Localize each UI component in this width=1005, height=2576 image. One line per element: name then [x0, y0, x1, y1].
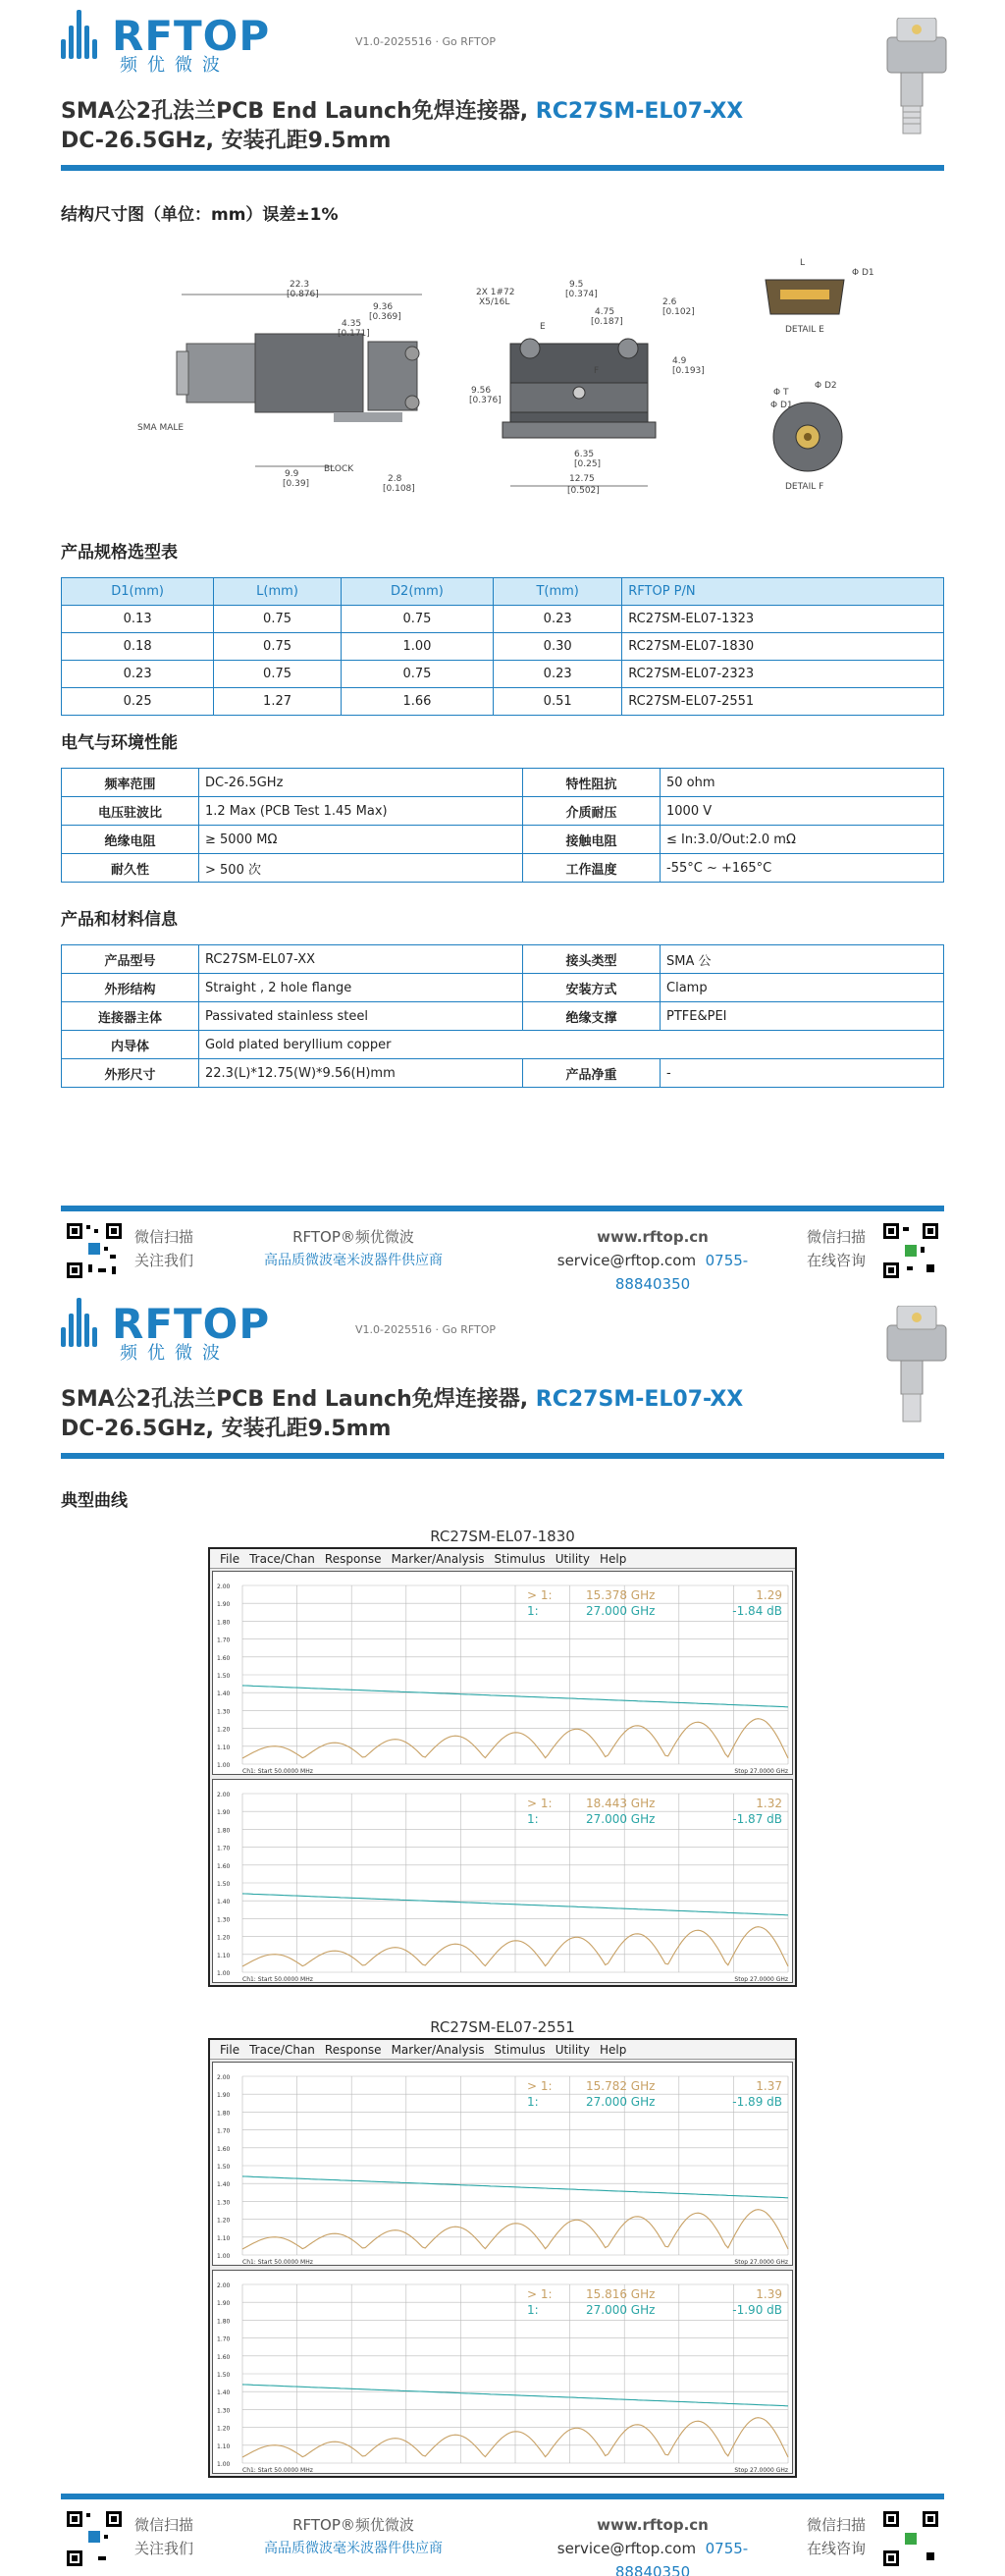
menu-stimulus[interactable]: Stimulus: [494, 1552, 546, 1566]
menu-trace-chan[interactable]: Trace/Chan: [249, 1552, 315, 1566]
y-tick-label: 1.40: [217, 2181, 231, 2189]
detail-f-label: DETAIL F: [785, 482, 824, 492]
footer-follow-text: [134, 2513, 193, 2560]
footer-brand: [255, 1225, 451, 1272]
table-row: [62, 826, 944, 854]
label-f: F: [594, 366, 600, 376]
cell-value: DC-26.5GHz: [199, 769, 523, 797]
cell-key: 内导体: [62, 1031, 199, 1059]
table-row: [62, 769, 944, 797]
footer-left-line2: 关注我们: [134, 2540, 194, 2557]
cell: 0.13: [62, 606, 214, 633]
footer-consult-text: [807, 2513, 866, 2560]
dim-2-6: 2.6: [662, 297, 677, 307]
cell-value: SMA 公: [661, 945, 944, 974]
cell: 0.75: [341, 661, 493, 688]
dim-2-8: 2.8: [388, 474, 402, 484]
menu-marker-analysis[interactable]: Marker/Analysis: [391, 2043, 485, 2057]
connector-product-image: [858, 1306, 966, 1423]
cell-key: 绝缘支撑: [523, 1002, 661, 1031]
menu-help[interactable]: Help: [599, 2043, 627, 2057]
logo-wave-icon: [61, 6, 110, 71]
y-tick-label: 1.00: [217, 2253, 231, 2260]
table-row: [62, 1059, 944, 1088]
marker-label: > 1:: [527, 2079, 553, 2093]
product-title: SMA公2孔法兰PCB End Launch免焊连接器, RC27SM-EL07-XX: [61, 1387, 744, 1412]
cell: 0.25: [62, 688, 214, 716]
sweep-stop-label: Stop 27.0000 GHz: [734, 1768, 788, 1775]
dim-22-3: 22.3: [290, 280, 310, 290]
cell: 0.75: [214, 606, 342, 633]
cell-key: 连接器主体: [62, 1002, 199, 1031]
materials-table: [61, 944, 944, 1088]
y-tick-label: 1.50: [217, 1673, 231, 1680]
y-tick-label: 1.60: [217, 2353, 231, 2361]
connector-product-image: [858, 18, 966, 135]
y-tick-label: 2.00: [217, 1583, 231, 1590]
header-l: L(mm): [214, 578, 342, 606]
menu-file[interactable]: File: [220, 2043, 240, 2057]
footer-brand-tagline: 高品质微波毫米波器件供应商: [264, 2541, 443, 2556]
table-row: [62, 606, 944, 633]
y-tick-label: 1.30: [217, 2199, 231, 2207]
vna-plot-svg: [213, 1572, 794, 1776]
footer-follow-text: [134, 1225, 193, 1272]
marker-frequency: 27.000 GHz: [586, 2303, 656, 2317]
sweep-start-label: Ch1: Start 50.0000 MHz: [242, 2259, 313, 2266]
y-tick-label: 1.30: [217, 2407, 231, 2415]
qr-code-consult-icon: [881, 1221, 940, 1280]
footer-right-line2: 在线咨询: [807, 2540, 867, 2557]
marker-value: 1.37: [756, 2079, 782, 2093]
dim-9-5-inch: [0.374]: [565, 290, 598, 299]
cell-value: 50 ohm: [661, 769, 944, 797]
cell-key: 介质耐压: [523, 797, 661, 826]
footer-brand-tagline: 高品质微波毫米波器件供应商: [264, 1253, 443, 1268]
cell: 0.23: [494, 606, 622, 633]
y-tick-label: 1.00: [217, 1970, 231, 1977]
dim-6-35-inch: [0.25]: [574, 459, 602, 469]
y-tick-label: 1.80: [217, 2110, 231, 2118]
vna-screen-2551: [208, 2038, 797, 2478]
y-tick-label: 1.50: [217, 1881, 231, 1888]
marker-frequency: 27.000 GHz: [586, 2095, 656, 2109]
dim-d1-top: Φ D1: [852, 268, 874, 278]
marker-value: 1.29: [756, 1588, 782, 1602]
qr-code-consult-icon: [881, 2509, 940, 2568]
table-row: [62, 1031, 944, 1059]
dim-9-9: 9.9: [285, 469, 299, 479]
label-sma-male: SMA MALE: [137, 423, 185, 433]
y-tick-label: 2.00: [217, 1792, 231, 1798]
marker-value: 1.39: [756, 2287, 782, 2301]
dimension-drawing: [137, 236, 883, 520]
dim-4-9-inch: [0.193]: [672, 366, 705, 376]
y-tick-label: 1.10: [217, 1744, 231, 1751]
front-view: [469, 280, 705, 496]
table-row: [62, 661, 944, 688]
logo-wave-icon: [61, 1294, 110, 1359]
cell-key: 外形尺寸: [62, 1059, 199, 1088]
logo-wordmark: RFTOP: [112, 1300, 271, 1348]
y-tick-label: 1.10: [217, 1952, 231, 1959]
y-tick-label: 2.00: [217, 2074, 231, 2081]
detail-e-label: DETAIL E: [785, 325, 824, 335]
dim-9-5: 9.5: [569, 280, 584, 290]
label-block: BLOCK: [324, 464, 354, 474]
y-tick-label: 1.60: [217, 1654, 231, 1662]
y-tick-label: 1.20: [217, 1934, 231, 1942]
footer-consult-text: [807, 1225, 866, 1272]
dim-t: Φ T: [773, 388, 789, 398]
table-row: [62, 854, 944, 883]
vna-plot-svg: [213, 1780, 794, 1984]
product-subtitle: DC-26.5GHz, 安装孔距9.5mm: [61, 129, 392, 153]
y-tick-label: 1.80: [217, 2318, 231, 2326]
qr-code-follow-icon: [65, 2509, 124, 2568]
y-tick-label: 2.00: [217, 2282, 231, 2289]
header-divider: [61, 165, 944, 171]
dim-4-75-inch: [0.187]: [591, 317, 623, 327]
vna-plot-svg: [213, 2063, 794, 2267]
plot-title-1830: RC27SM-EL07-1830: [430, 1528, 575, 1545]
cell: 1.27: [214, 688, 342, 716]
marker-label: > 1:: [527, 1797, 553, 1810]
menu-file[interactable]: File: [220, 1552, 240, 1566]
marker-value: -1.90 dB: [732, 2303, 782, 2317]
section-title-curves: 典型曲线: [61, 1491, 128, 1511]
marker-frequency: 18.443 GHz: [586, 1797, 656, 1810]
y-tick-label: 1.70: [217, 2127, 231, 2135]
qr-code-follow-icon: [65, 1221, 124, 1280]
cell-key: 接触电阻: [523, 826, 661, 854]
rftop-logo: [61, 1294, 277, 1363]
marker-label: > 1:: [527, 1588, 553, 1602]
footer-website-link[interactable]: www.rftop.cn: [597, 2516, 709, 2534]
dim-l: L: [800, 258, 806, 268]
cell-value: Clamp: [661, 974, 944, 1002]
marker-label: > 1:: [527, 2287, 553, 2301]
table-row: [62, 797, 944, 826]
cell: 0.23: [62, 661, 214, 688]
menu-response[interactable]: Response: [324, 1552, 382, 1566]
spec-header-row: [62, 578, 944, 606]
cell-value: Gold plated beryllium copper: [199, 1031, 944, 1059]
cell-key: 绝缘电阻: [62, 826, 199, 854]
product-title: SMA公2孔法兰PCB End Launch免焊连接器, RC27SM-EL07-XX: [61, 99, 744, 124]
cell-value: 22.3(L)*12.75(W)*9.56(H)mm: [199, 1059, 523, 1088]
marker-frequency: 15.816 GHz: [586, 2287, 656, 2301]
cell: 0.75: [214, 661, 342, 688]
y-tick-label: 1.70: [217, 1845, 231, 1852]
dim-9-9-inch: [0.39]: [283, 479, 310, 489]
marker-frequency: 15.378 GHz: [586, 1588, 656, 1602]
section-title-drawing: 结构尺寸图（单位：mm）误差±1%: [61, 205, 339, 225]
cell-value: -: [661, 1059, 944, 1088]
cell-key: 电压驻波比: [62, 797, 199, 826]
logo-chinese-name: 频优微波: [120, 55, 230, 76]
y-tick-label: 1.20: [217, 2217, 231, 2225]
footer-brand-name: RFTOP®频优微波: [292, 2516, 414, 2534]
y-tick-label: 1.40: [217, 1899, 231, 1906]
y-tick-label: 1.60: [217, 1862, 231, 1870]
y-tick-label: 1.90: [217, 2300, 231, 2308]
footer-email-link[interactable]: service@rftop.com: [556, 2540, 697, 2557]
menu-trace-chan[interactable]: Trace/Chan: [249, 2043, 315, 2057]
logo-wordmark: RFTOP: [112, 12, 271, 60]
footer-divider: [61, 2494, 944, 2499]
cell-value: 1.2 Max (PCB Test 1.45 Max): [199, 797, 523, 826]
cell-key: 接头类型: [523, 945, 661, 974]
dim-d1-bottom: Φ D1: [770, 401, 793, 410]
marker-label: 1:: [527, 2095, 539, 2109]
y-tick-label: 1.70: [217, 2335, 231, 2343]
y-tick-label: 1.40: [217, 1690, 231, 1698]
dim-2-6-inch: [0.102]: [662, 307, 695, 317]
cell: 0.18: [62, 633, 214, 661]
y-tick-label: 1.50: [217, 2372, 231, 2379]
marker-frequency: 15.782 GHz: [586, 2079, 656, 2093]
header-d2: D2(mm): [341, 578, 493, 606]
y-tick-label: 1.00: [217, 2461, 231, 2468]
y-tick-label: 1.40: [217, 2389, 231, 2397]
dim-d2: Φ D2: [815, 381, 837, 391]
footer-right-line1: 微信扫描: [807, 1228, 867, 1246]
dim-4-35: 4.35: [342, 319, 362, 329]
header-t: T(mm): [494, 578, 622, 606]
cell: 0.75: [341, 606, 493, 633]
dim-9-56: 9.56: [471, 386, 492, 396]
footer-brand-name: RFTOP®频优微波: [292, 1228, 414, 1246]
cell-key: 频率范围: [62, 769, 199, 797]
y-tick-label: 1.90: [217, 2092, 231, 2100]
menu-marker-analysis[interactable]: Marker/Analysis: [391, 1552, 485, 1566]
y-tick-label: 1.00: [217, 1762, 231, 1769]
footer-right-line1: 微信扫描: [807, 2516, 867, 2534]
cell-value: ≥ 5000 MΩ: [199, 826, 523, 854]
cell-value: RC27SM-EL07-XX: [199, 945, 523, 974]
y-tick-label: 1.20: [217, 2425, 231, 2433]
section-title-spec: 产品规格选型表: [61, 543, 178, 563]
page-header: [61, 0, 944, 172]
dim-4-35-inch: [0.171]: [338, 329, 370, 339]
vna-pane: [212, 2062, 793, 2266]
marker-value: -1.84 dB: [732, 1604, 782, 1618]
footer-website-link[interactable]: www.rftop.cn: [597, 1228, 709, 1246]
sweep-stop-label: Stop 27.0000 GHz: [734, 2467, 788, 2474]
header-d1: D1(mm): [62, 578, 214, 606]
footer-email-link[interactable]: service@rftop.com: [556, 1252, 697, 1269]
footer-brand: [255, 2513, 451, 2560]
y-tick-label: 1.80: [217, 1827, 231, 1835]
footer-left-line1: 微信扫描: [134, 2516, 194, 2534]
product-subtitle: DC-26.5GHz, 安装孔距9.5mm: [61, 1417, 392, 1441]
footer-phone: 0755-88840350: [614, 2540, 749, 2576]
sweep-start-label: Ch1: Start 50.0000 MHz: [242, 1976, 313, 1983]
y-tick-label: 1.10: [217, 2442, 231, 2450]
sweep-stop-label: Stop 27.0000 GHz: [734, 2259, 788, 2266]
table-row: [62, 974, 944, 1002]
cell-key: 耐久性: [62, 854, 199, 883]
dim-22-3-inch: [0.876]: [287, 290, 319, 299]
spec-table: [61, 577, 944, 716]
dim-12-75-inch: [0.502]: [567, 486, 600, 496]
vna-pane: [212, 1779, 793, 1983]
cell-key: 外形结构: [62, 974, 199, 1002]
cell: RC27SM-EL07-2551: [622, 688, 944, 716]
electrical-table: [61, 768, 944, 883]
menu-response[interactable]: Response: [324, 2043, 382, 2057]
menu-help[interactable]: Help: [599, 1552, 627, 1566]
dim-screw: 2X 1#72: [476, 288, 515, 297]
logo-chinese-name: 频优微波: [120, 1343, 230, 1364]
y-tick-label: 1.30: [217, 1916, 231, 1924]
cell: 0.23: [494, 661, 622, 688]
dim-2-8-inch: [0.108]: [383, 484, 415, 494]
cell-key: 安装方式: [523, 974, 661, 1002]
marker-label: 1:: [527, 1812, 539, 1826]
table-row: [62, 1002, 944, 1031]
footer-contact: [520, 1225, 785, 1296]
section-title-electrical: 电气与环境性能: [61, 733, 178, 753]
cell: RC27SM-EL07-2323: [622, 661, 944, 688]
dim-6-35: 6.35: [574, 450, 595, 459]
marker-label: 1:: [527, 2303, 539, 2317]
y-tick-label: 1.90: [217, 1809, 231, 1817]
y-tick-label: 1.60: [217, 2145, 231, 2153]
footer-phone: 0755-88840350: [614, 1252, 749, 1293]
marker-label: 1:: [527, 1604, 539, 1618]
y-tick-label: 1.50: [217, 2164, 231, 2171]
marker-value: 1.32: [756, 1797, 782, 1810]
vna-menu-bar: [210, 2040, 795, 2060]
header-pn: RFTOP P/N: [622, 578, 944, 606]
y-tick-label: 1.70: [217, 1637, 231, 1644]
header-divider: [61, 1453, 944, 1459]
datasheet-page-2: [0, 1288, 1005, 2576]
menu-utility[interactable]: Utility: [555, 1552, 590, 1566]
cell: 1.00: [341, 633, 493, 661]
cell-value: Passivated stainless steel: [199, 1002, 523, 1031]
sweep-start-label: Ch1: Start 50.0000 MHz: [242, 2467, 313, 2474]
footer-right-line2: 在线咨询: [807, 1252, 867, 1269]
cell: RC27SM-EL07-1830: [622, 633, 944, 661]
plot-title-2551: RC27SM-EL07-2551: [430, 2018, 575, 2036]
menu-utility[interactable]: Utility: [555, 2043, 590, 2057]
cell-value: > 500 次: [199, 854, 523, 883]
y-tick-label: 1.90: [217, 1601, 231, 1609]
marker-frequency: 27.000 GHz: [586, 1812, 656, 1826]
footer-left-line1: 微信扫描: [134, 1228, 194, 1246]
dim-screw-length: X5/16L: [479, 297, 510, 307]
cell-value: PTFE&PEI: [661, 1002, 944, 1031]
dim-9-36-inch: [0.369]: [369, 312, 401, 322]
side-view: [137, 280, 422, 494]
footer-contact: [520, 2513, 785, 2576]
detail-views: [766, 258, 874, 492]
dim-9-56-inch: [0.376]: [469, 396, 502, 405]
dim-4-9: 4.9: [672, 356, 687, 366]
sweep-start-label: Ch1: Start 50.0000 MHz: [242, 1768, 313, 1775]
marker-frequency: 27.000 GHz: [586, 1604, 656, 1618]
table-row: [62, 945, 944, 974]
y-tick-label: 1.20: [217, 1726, 231, 1734]
y-tick-label: 1.30: [217, 1708, 231, 1716]
table-row: [62, 688, 944, 716]
dim-12-75: 12.75: [569, 474, 595, 484]
section-title-materials: 产品和材料信息: [61, 910, 178, 930]
table-row: [62, 633, 944, 661]
dim-4-75: 4.75: [595, 307, 615, 317]
version-label: V1.0-2025516 · Go RFTOP: [355, 35, 497, 48]
sweep-stop-label: Stop 27.0000 GHz: [734, 1976, 788, 1983]
cell-key: 特性阻抗: [523, 769, 661, 797]
cell-key: 产品型号: [62, 945, 199, 974]
footer-divider: [61, 1206, 944, 1211]
cell: 1.66: [341, 688, 493, 716]
footer-left-line2: 关注我们: [134, 1252, 194, 1269]
cell-value: Straight , 2 hole flange: [199, 974, 523, 1002]
cell: RC27SM-EL07-1323: [622, 606, 944, 633]
cell: 0.51: [494, 688, 622, 716]
marker-value: -1.89 dB: [732, 2095, 782, 2109]
cell-value: ≤ In:3.0/Out:2.0 mΩ: [661, 826, 944, 854]
cell-value: 1000 V: [661, 797, 944, 826]
vna-pane: [212, 2270, 793, 2474]
marker-value: -1.87 dB: [732, 1812, 782, 1826]
menu-stimulus[interactable]: Stimulus: [494, 2043, 546, 2057]
y-tick-label: 1.80: [217, 1619, 231, 1627]
label-e: E: [540, 322, 546, 332]
rftop-logo: [61, 6, 277, 75]
y-tick-label: 1.10: [217, 2234, 231, 2242]
vna-screen-1830: [208, 1547, 797, 1987]
cell: 0.30: [494, 633, 622, 661]
version-label: V1.0-2025516 · Go RFTOP: [355, 1323, 497, 1336]
dim-9-36: 9.36: [373, 302, 394, 312]
vna-menu-bar: [210, 1549, 795, 1569]
cell-key: 工作温度: [523, 854, 661, 883]
page-header: [61, 1288, 944, 1460]
vna-plot-svg: [213, 2271, 794, 2475]
vna-pane: [212, 1571, 793, 1775]
cell-key: 产品净重: [523, 1059, 661, 1088]
cell-value: -55°C ~ +165°C: [661, 854, 944, 883]
cell: 0.75: [214, 633, 342, 661]
